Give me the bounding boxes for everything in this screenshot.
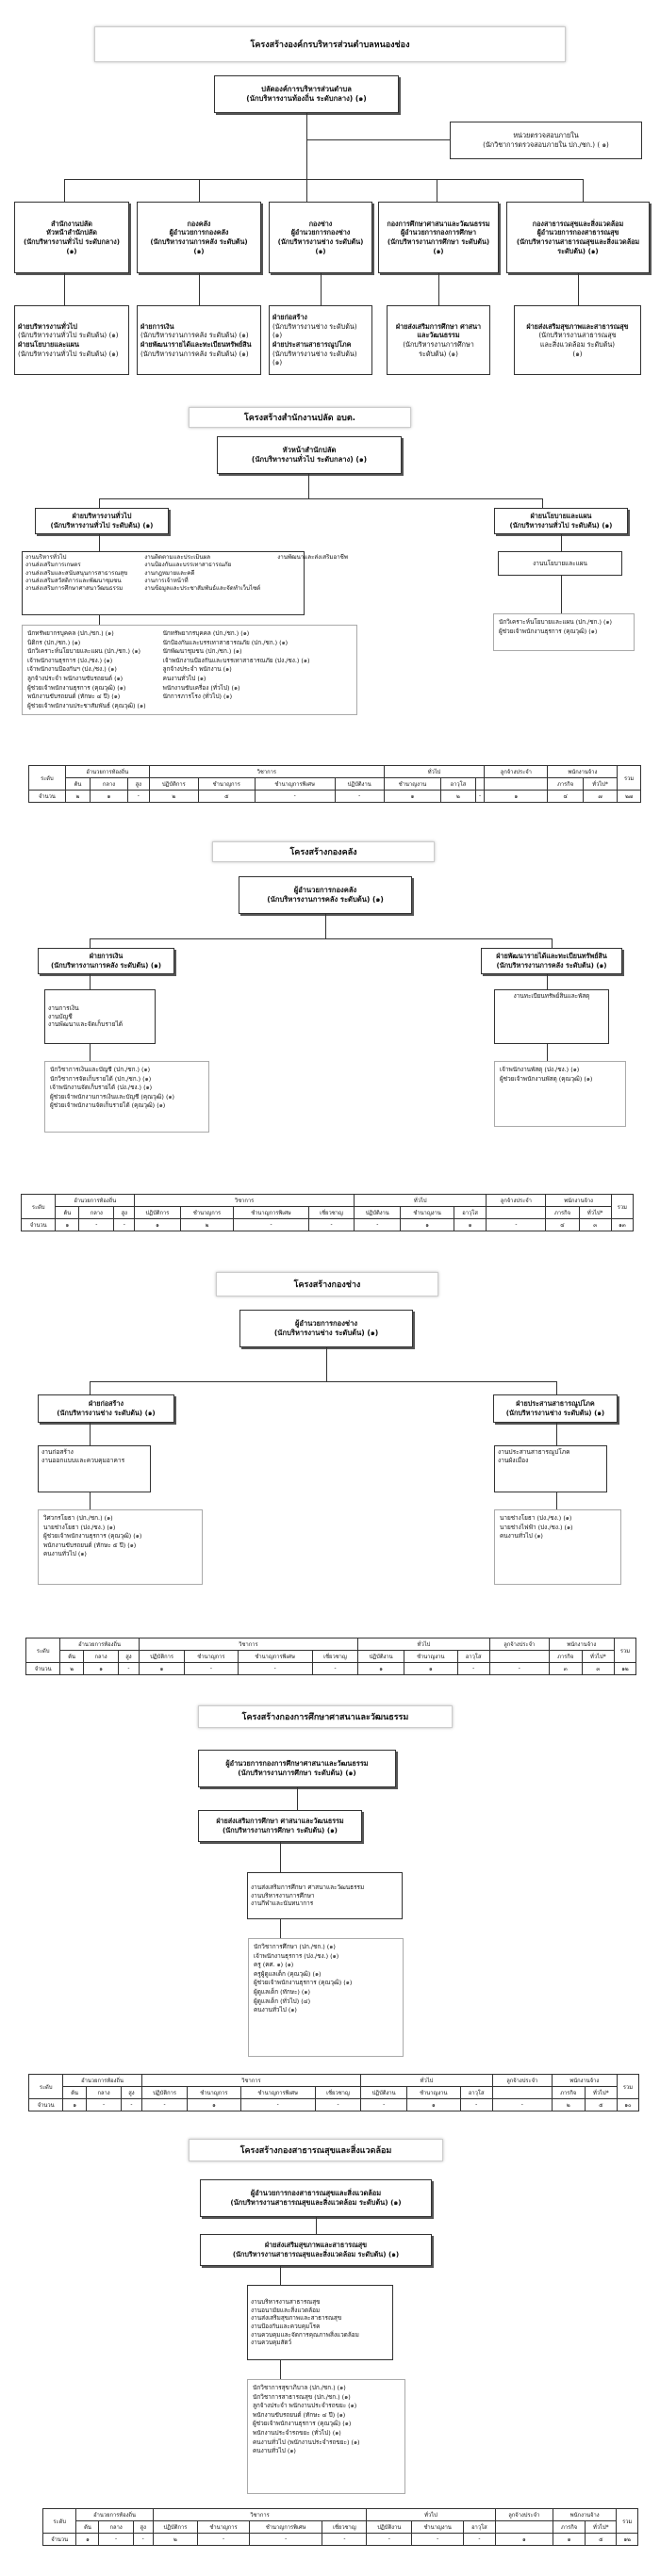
dept-sub-palad: ฝ่ายบริหารงานทั่วไป (นักบริหารงานทั่วไป ระดับต้น) (๑) ฝ่ายนโยบายและแผน (นักบริหารงานทั่วไป ระดับต้น) (๑) bbox=[14, 305, 129, 375]
palad-left-unit: ฝ่ายบริหารงานทั่วไป (นักบริหารงานทั่วไป ระดับต้น) (๑) bbox=[35, 508, 169, 534]
dept-sub-suksa: ฝ่ายส่งเสริมการศึกษา ศาสนา และวัฒนธรรม (นักบริหารงานการศึกษา ระดับต้น) (๑) bbox=[387, 305, 490, 375]
klang-title: โครงสร้างกองคลัง bbox=[212, 841, 435, 862]
chang-title: โครงสร้างกองช่าง bbox=[216, 1272, 438, 1296]
chang-right-tasks: งานประสานสาธารณูปโภค งานผังเมือง bbox=[494, 1445, 607, 1492]
chang-right-unit: ฝ่ายประสานสาธารณูปโภค (นักบริหารงานช่าง ระดับต้น) (๑) bbox=[493, 1394, 618, 1423]
palad-left-staff: นักทรัพยากรบุคคล (ปก./ชก.) (๑) นิติกร (ปก./ชก.) (๑) นักวิเคราะห์นโยบายและแผน (ปก./ชก.) (๑) เจ้าพนักงานธุรการ (ปง./ชง.) (๑) เจ้าพนักงานป้องกันฯ (ปง./ชง.) (๑) ลูกจ้างประจำ พนักงานขับรถยนต์ (๑) ผู้ช่วยเจ้าพนักงานธุรการ (คุณวุฒิ) (๑) พนักงานขับรถยนต์ (ทักษะ ๔ ปี) (๑) ผู้ช่วยเจ้าพนักงานประชาสัมพันธ์ (คุณวุฒิ) (๑) นักทรัพยากรบุคคล (ปก./ชก.) (๑) นักป้องกันและบรรเทาสาธารณภัย (ปก./ชก.) (๑) นักพัฒนาชุมชน (ปก./ชก.) (๑) เจ้าพนักงานป้องกันและบรรเทาสาธารณภัย (ปง./ชง.) (๑) ลูกจ้างประจำ พนักงาน (๑) คนงานทั่วไป (๑) พนักงานขับเครื่อง (ทั่วไป) (๑) นักการภารโรง (ทั่วไป) (๑) bbox=[22, 625, 357, 715]
dept-sub-sathan: ฝ่ายส่งเสริมสุขภาพและสาธารณสุข (นักบริหารงานสาธารณสุข และสิ่งแวดล้อม ระดับต้น) (๑) bbox=[514, 305, 641, 375]
palad-head-box: หัวหน้าสำนักปลัด (นักบริหารงานทั่วไป ระดับกลาง) (๑) bbox=[217, 436, 402, 474]
sathan-unit-box: ฝ่ายส่งเสริมสุขภาพและสาธารณสุข (นักบริหารงานสาธารณสุขและสิ่งแวดล้อม ระดับต้น) (๑) bbox=[200, 2234, 432, 2266]
sathan-table: ระดับ อำนวยการท้องถิ่น วิชาการ ทั่วไป ลูกจ้างประจำ พนักงานจ้าง รวม ต้น กลาง สูง ปฏิบัติการ ชำนาญการ ชำนาญการพิเศษ เชี่ยวชาญ ปฏิบัติงาน ชำนาญงาน อาวุโส ภารกิจ ทั่วไป* จำนวน ๑ - - ๒ - - - - - - ๑ ๑ ๕ ๑๒ bbox=[42, 2508, 638, 2546]
chang-table: ระดับ อำนวยการท้องถิ่น วิชาการ ทั่วไป ลูกจ้างประจำ พนักงานจ้าง รวม ต้น กลาง สูง ปฏิบัติการ ชำนาญการ ชำนาญการพิเศษ เชี่ยวชาญ ปฏิบัติงาน ชำนาญงาน อาวุโส ภารกิจ ทั่วไป* จำนวน ๒ ๑ - ๑ - - - ๑ ๑ - - ๓ ๓ ๑๒ bbox=[25, 1638, 636, 1675]
chang-right-staff: นายช่างโยธา (ปง./ชง.) (๑) นายช่างไฟฟ้า (ปง./ชง.) (๑) คนงานทั่วไป (๑) bbox=[494, 1509, 621, 1585]
org-title: โครงสร้างองค์กรบริหารส่วนตำบลหนองช่อง bbox=[94, 26, 566, 62]
chang-head-box: ผู้อำนวยการกองช่าง (นักบริหารงานช่าง ระดับต้น) (๑) bbox=[239, 1310, 413, 1347]
palad-left-tasks: งานบริหารทั่วไป งานส่งเสริมการเกษตร งานส่งเสริมและสนับสนุนการสาธารณสุข งานส่งเสริมสวัสดิการและพัฒนาชุมชน งานส่งเสริมการศึกษาศาสนาวัฒนธรรม งานติดตามและประเมินผล งานป้องกันและบรรเทาสาธารณภัย งานกฎหมายและคดี งานการเจ้าหน้าที่ งานข้อมูลและประชาสัมพันธ์และจัดทำเว็บไซต์ งานพัฒนาและส่งเสริมอาชีพ bbox=[22, 551, 305, 615]
palad-right-tasks: งานนโยบายและแผน bbox=[498, 551, 622, 576]
sathan-tasks: งานบริหารงานสาธารณสุข งานอนามัยและสิ่งแวดล้อม งานส่งเสริมสุขภาพและสาธารณสุข งานป้องกันและควบคุมโรค งานควบคุมและจัดการคุณภาพสิ่งแวดล้อม งานควบคุมสัตว์ bbox=[247, 2285, 393, 2360]
klang-left-tasks: งานการเงิน งานบัญชี งานพัฒนาและจัดเก็บรายได้ bbox=[44, 989, 156, 1044]
sathan-head-box: ผู้อำนวยการกองสาธารณสุขและสิ่งแวดล้อม (นักบริหารงานสาธารณสุขและสิ่งแวดล้อม ระดับต้น) (๑) bbox=[200, 2179, 432, 2217]
suksa-table: ระดับ อำนวยการท้องถิ่น วิชาการ ทั่วไป ลูกจ้างประจำ พนักงานจ้าง รวม ต้น กลาง สูง ปฏิบัติการ ชำนาญการ ชำนาญการพิเศษ เชี่ยวชาญ ปฏิบัติงาน ชำนาญงาน อาวุโส ภารกิจ ทั่วไป* จำนวน ๑ - - - ๑ - - - ๑ - - ๒ ๕ ๑๐ bbox=[28, 2074, 639, 2111]
suksa-tasks: งานส่งเสริมการศึกษา ศาสนาและวัฒนธรรม งานบริหารงานการศึกษา งานกีฬาและนันทนาการ bbox=[247, 1872, 403, 1919]
suksa-head-box: ผู้อำนวยการกองการศึกษาศาสนาและวัฒนธรรม (นักบริหารงานการศึกษา ระดับต้น) (๑) bbox=[198, 1750, 396, 1787]
klang-head-box: ผู้อำนวยการกองคลัง (นักบริหารงานการคลัง ระดับต้น) (๑) bbox=[239, 876, 412, 914]
klang-right-unit: ฝ่ายพัฒนารายได้และทะเบียนทรัพย์สิน (นักบริหารงานการคลัง ระดับต้น) (๑) bbox=[481, 948, 622, 974]
dept-sub-chang: ฝ่ายก่อสร้าง (นักบริหารงานช่าง ระดับต้น) (๑) ฝ่ายประสานสาธารณูปโภค (นักบริหารงานช่าง ระดับต้น) (๑) bbox=[269, 305, 372, 375]
klang-left-unit: ฝ่ายการเงิน (นักบริหารงานการคลัง ระดับต้น) (๑) bbox=[38, 948, 174, 974]
sathan-staff: นักวิชาการสุขาภิบาล (ปก./ชก.) (๑) นักวิชาการสาธารณสุข (ปก./ชก.) (๑) ลูกจ้างประจำ พนักงานประจำรถขยะ (๑) พนักงานขับรถยนต์ (ทักษะ ๔ ปี) (๑) ผู้ช่วยเจ้าพนักงานธุรการ (คุณวุฒิ) (๑) พนักงานประจำรถขยะ (ทั่วไป) (๑) คนงานทั่วไป (พนักงานประจำรถขยะ) (๑) คนงานทั่วไป (๑) bbox=[247, 2379, 405, 2494]
chang-left-unit: ฝ่ายก่อสร้าง (นักบริหารงานช่าง ระดับต้น) (๑) bbox=[38, 1394, 174, 1423]
palad-right-unit: ฝ่ายนโยบายและแผน (นักบริหารงานทั่วไป ระดับต้น) (๑) bbox=[494, 508, 628, 534]
palad-right-staff: นักวิเคราะห์นโยบายและแผน (ปก./ชก.) (๑) ผู้ช่วยเจ้าพนักงานธุรการ (คุณวุฒิ) (๑) bbox=[493, 613, 635, 651]
dept-box-chang: กองช่าง ผู้อำนวยการกองช่าง (นักบริหารงานช่าง ระดับต้น) (๑) bbox=[269, 202, 372, 273]
klang-right-tasks: งานทะเบียนทรัพย์สินและพัสดุ bbox=[494, 989, 609, 1044]
suksa-title: โครงสร้างกองการศึกษาศาสนาและวัฒนธรรม bbox=[198, 1705, 453, 1728]
dept-box-sathan: กองสาธารณสุขและสิ่งแวดล้อม ผู้อำนวยการกองสาธารณสุข (นักบริหารงานสาธารณสุขและสิ่งแวดล้อม ระดับต้น) (๑) bbox=[506, 202, 650, 273]
chang-left-staff: วิศวกรโยธา (ปก./ชก.) (๑) นายช่างโยธา (ปง./ชง.) (๑) ผู้ช่วยเจ้าพนักงานธุรการ (คุณวุฒิ) (๑) พนักงานขับรถยนต์ (ทักษะ ๕ ปี) (๑) คนงานทั่วไป (๑) bbox=[38, 1509, 203, 1585]
klang-table: ระดับ อำนวยการท้องถิ่น วิชาการ ทั่วไป ลูกจ้างประจำ พนักงานจ้าง รวม ต้น กลาง สูง ปฏิบัติการ ชำนาญการ ชำนาญการพิเศษ เชี่ยวชาญ ปฏิบัติงาน ชำนาญงาน อาวุโส ภารกิจ ทั่วไป* จำนวน ๑ - - ๑ ๒ - - - ๑ ๑ - ๔ ๓ ๑๓ bbox=[21, 1194, 634, 1231]
palad-table: ระดับ อำนวยการท้องถิ่น วิชาการ ทั่วไป ลูกจ้างประจำ พนักงานจ้าง รวม ต้น กลาง สูง ปฏิบัติการ ชำนาญการ ชำนาญการพิเศษ ปฏิบัติงาน ชำนาญงาน อาวุโส ภารกิจ ทั่วไป* จำนวน ๒ ๑ - ๒ ๕ - - ๑ ๒ - ๑ ๔ ๗ ๒๗ bbox=[28, 765, 641, 803]
klang-right-staff: เจ้าพนักงานพัสดุ (ปง./ชง.) (๑) ผู้ช่วยเจ้าพนักงานพัสดุ (คุณวุฒิ) (๑) bbox=[494, 1061, 626, 1127]
chang-left-tasks: งานก่อสร้าง งานออกแบบและควบคุมอาคาร bbox=[38, 1445, 151, 1492]
klang-left-staff: นักวิชาการเงินและบัญชี (ปก./ชก.) (๑) นักวิชาการจัดเก็บรายได้ (ปก./ชก.) (๑) เจ้าพนักงานจัดเก็บรายได้ (ปง./ชง.) (๑) ผู้ช่วยเจ้าพนักงานการเงินและบัญชี (คุณวุฒิ) (๑) ผู้ช่วยเจ้าพนักงานจัดเก็บรายได้ (คุณวุฒิ) (๑) bbox=[44, 1061, 209, 1133]
sathan-title: โครงสร้างกองสาธารณสุขและสิ่งแวดล้อม bbox=[189, 2139, 443, 2161]
dept-sub-klang: ฝ่ายการเงิน (นักบริหารงานการคลัง ระดับต้น) (๑) ฝ่ายพัฒนารายได้และทะเบียนทรัพย์สิน (นักบริหารงานการคลัง ระดับต้น) (๑) bbox=[137, 305, 261, 375]
dept-box-palad: สำนักงานปลัด หัวหน้าสำนักปลัด (นักบริหารงานทั่วไป ระดับกลาง) (๑) bbox=[14, 202, 129, 273]
palad-title: โครงสร้างสำนักงานปลัด อบต. bbox=[189, 407, 411, 428]
dept-box-klang: กองคลัง ผู้อำนวยการกองคลัง (นักบริหารงานการคลัง ระดับต้น) (๑) bbox=[137, 202, 261, 273]
suksa-unit-box: ฝ่ายส่งเสริมการศึกษา ศาสนาและวัฒนธรรม (นักบริหารงานการศึกษา ระดับต้น) (๑) bbox=[198, 1810, 362, 1842]
dept-box-suksa: กองการศึกษาศาสนาและวัฒนธรรม ผู้อำนวยการกองการศึกษา (นักบริหารงานการศึกษา ระดับต้น) (๑) bbox=[378, 202, 499, 273]
org-top-box: ปลัดองค์การบริหารส่วนตำบล (นักบริหารงานท้องถิ่น ระดับกลาง) (๑) bbox=[214, 75, 399, 113]
org-audit-box: หน่วยตรวจสอบภายใน (นักวิชาการตรวจสอบภายใน ปก./ชก.) ( ๑) bbox=[450, 122, 642, 159]
suksa-staff: นักวิชาการศึกษา (ปก./ชก.) (๑) เจ้าพนักงานธุรการ (ปง./ชง.) (๑) ครู (คศ. ๑) (๑) ครูผู้ดูแลเด็ก (คุณวุฒิ) (๑) ผู้ช่วยเจ้าพนักงานธุรการ (คุณวุฒิ) (๑) ผู้ดูแลเด็ก (ทักษะ) (๑) ผู้ดูแลเด็ก (ทั่วไป) (๔) คนงานทั่วไป (๑) bbox=[248, 1938, 404, 2057]
